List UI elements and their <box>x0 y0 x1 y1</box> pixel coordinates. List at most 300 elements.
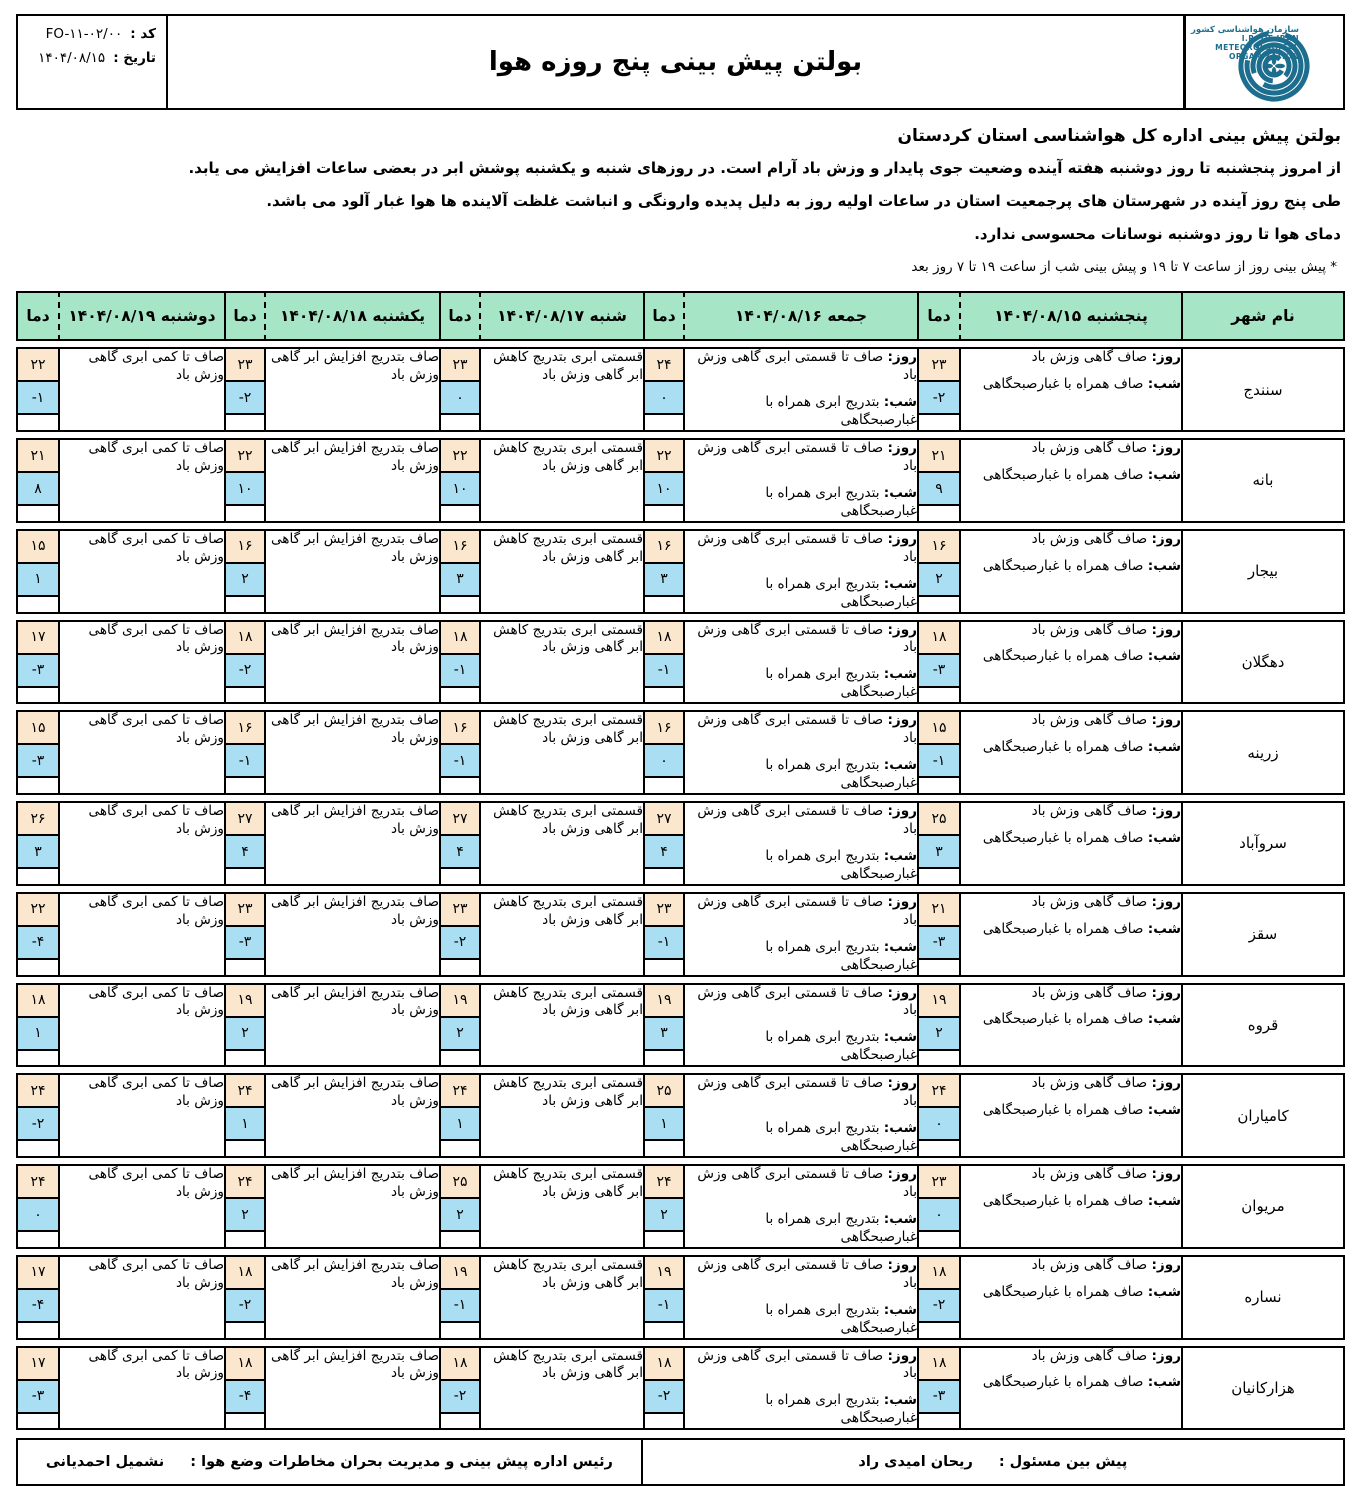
temp-cell <box>439 892 479 977</box>
day-label: روز: <box>887 712 917 729</box>
city-name: هزارکانیان <box>1181 1346 1345 1431</box>
day-temp: ۱۷ <box>18 622 58 655</box>
temp-cell <box>439 1164 479 1249</box>
temp-cell <box>643 620 683 705</box>
table-row <box>16 1164 1345 1249</box>
temp-cell <box>917 1073 959 1158</box>
forecast-text: صاف تا کمی ابری گاهی وزش باد <box>58 438 224 523</box>
temp-header-cell: دما <box>439 291 479 341</box>
intro-heading: بولتن پیش بینی اداره کل هواشناسی استان کردستان <box>897 126 1341 146</box>
temp-cell <box>439 801 479 886</box>
night-temp: -۳ <box>919 655 959 688</box>
org-name-en-2: METEOROLOGICAL <box>1215 42 1299 52</box>
table-row <box>16 529 1345 614</box>
day-header-sunday: یکشنبه ۱۴۰۴/۰۸/۱۸ <box>264 291 439 341</box>
night-temp: -۲ <box>226 1290 264 1323</box>
table-row <box>16 438 1345 523</box>
forecast-night-text: شب: صاف همراه با غبارصبحگاهی <box>982 1102 1181 1119</box>
city-name: دهگلان <box>1181 620 1345 705</box>
night-temp: ۰ <box>645 745 683 778</box>
temp-cell <box>224 1346 264 1431</box>
forecast-text <box>959 710 1181 795</box>
day-temp: ۱۶ <box>919 531 959 564</box>
date-value: ۱۴۰۴/۰۸/۱۵ <box>38 50 106 66</box>
day-temp: ۲۳ <box>226 349 264 382</box>
date-label: تاریخ : <box>113 50 156 66</box>
night-label: شب: <box>1147 1192 1181 1209</box>
day-temp: ۱۶ <box>441 712 479 745</box>
forecast-day-text: روز: صاف گاهی وزش باد <box>1031 1256 1181 1273</box>
temp-cell <box>16 620 58 705</box>
forecast-text: صاف بتدریج افزایش ابر گاهی وزش باد <box>264 347 439 432</box>
night-temp: ۰ <box>441 382 479 415</box>
night-temp: -۱ <box>919 745 959 778</box>
city-name: سنندج <box>1181 347 1345 432</box>
city-name: قروه <box>1181 983 1345 1068</box>
night-temp: ۲ <box>919 1018 959 1051</box>
night-temp: -۳ <box>919 927 959 960</box>
forecast-text: صاف تا کمی ابری گاهی وزش باد <box>58 529 224 614</box>
temp-cell <box>16 892 58 977</box>
temp-cell <box>439 620 479 705</box>
forecast-text: صاف بتدریج افزایش ابر گاهی وزش باد <box>264 438 439 523</box>
signature-footer <box>16 1438 1345 1486</box>
org-logo-box <box>1183 16 1343 108</box>
day-label: روز: <box>1151 1347 1181 1364</box>
day-label: روز: <box>1151 1166 1181 1182</box>
temp-cell <box>643 983 683 1068</box>
day-temp: ۱۸ <box>226 622 264 655</box>
forecast-day-text: روز: صاف گاهی وزش باد <box>1031 803 1181 819</box>
day-temp: ۲۴ <box>645 349 683 382</box>
forecast-night-text: شب: صاف همراه با غبارصبحگاهی <box>982 1192 1181 1209</box>
forecast-night-text: شب: بتدریج ابری همراه با غبارصبحگاهی <box>765 575 917 610</box>
table-row <box>16 347 1345 432</box>
day-label: روز: <box>1151 530 1181 547</box>
night-temp: ۱۰ <box>441 473 479 506</box>
day-label: روز: <box>1151 893 1181 910</box>
night-temp: -۳ <box>18 1381 58 1414</box>
night-temp: ۲ <box>441 1199 479 1232</box>
table-row <box>16 620 1345 705</box>
forecast-day-text: روز: صاف تا قسمتی ابری گاهی وزش باد <box>697 1166 917 1200</box>
intro-line-1: از امروز پنجشنبه تا روز دوشنبه هفته آینده وضعیت جوی پایدار و وزش باد آرام است. در روزهای شنبه و یکشنبه پوشش ابر در بعضی ساعات افزایش می یابد. <box>188 159 1341 177</box>
day-temp: ۲۲ <box>18 894 58 927</box>
forecast-text: صاف بتدریج افزایش ابر گاهی وزش باد <box>264 1073 439 1158</box>
night-temp: -۳ <box>226 927 264 960</box>
night-temp: ۲ <box>226 564 264 597</box>
day-temp: ۱۸ <box>441 1348 479 1381</box>
day-temp: ۱۸ <box>919 1348 959 1381</box>
night-label: شب: <box>1147 1102 1181 1119</box>
forecast-text: قسمتی ابری بتدریج کاهش ابر گاهی وزش باد <box>479 620 643 705</box>
temp-cell <box>224 983 264 1068</box>
forecast-text <box>683 438 917 523</box>
night-temp: ۲ <box>645 1199 683 1232</box>
night-temp: ۳ <box>441 564 479 597</box>
day-temp: ۱۷ <box>18 1257 58 1290</box>
temp-cell <box>16 1346 58 1431</box>
forecast-text: صاف بتدریج افزایش ابر گاهی وزش باد <box>264 620 439 705</box>
night-temp: ۰ <box>919 1108 959 1141</box>
temp-cell <box>439 438 479 523</box>
forecast-day-text: روز: صاف گاهی وزش باد <box>1031 1166 1181 1182</box>
forecast-text: صاف تا کمی ابری گاهی وزش باد <box>58 892 224 977</box>
night-label: شب: <box>1147 376 1181 393</box>
forecast-text <box>959 983 1181 1068</box>
day-temp: ۱۸ <box>441 622 479 655</box>
day-header-friday: جمعه ۱۴۰۴/۰۸/۱۶ <box>683 291 917 341</box>
day-label: روز: <box>887 893 917 910</box>
night-temp: -۱ <box>441 1290 479 1323</box>
forecast-night-text: شب: صاف همراه با غبارصبحگاهی <box>982 466 1181 483</box>
forecast-day-text: روز: صاف تا قسمتی ابری گاهی وزش باد <box>697 712 917 747</box>
forecast-text <box>959 438 1181 523</box>
forecast-text <box>959 1073 1181 1158</box>
night-label: شب: <box>1147 557 1181 574</box>
city-header-cell: نام شهر <box>1181 291 1345 341</box>
temp-header-cell: دما <box>917 291 959 341</box>
page-title: بولتن پیش بینی پنج روزه هوا <box>488 47 863 77</box>
night-temp: -۲ <box>919 1290 959 1323</box>
temp-cell <box>16 801 58 886</box>
forecast-text <box>959 620 1181 705</box>
forecast-night-text: شب: بتدریج ابری همراه با غبارصبحگاهی <box>765 1029 917 1064</box>
day-temp: ۲۱ <box>919 440 959 473</box>
org-name-fa: سازمان هواشناسی کشور <box>1190 25 1299 35</box>
forecast-text <box>959 529 1181 614</box>
day-temp: ۲۳ <box>226 894 264 927</box>
day-temp: ۱۸ <box>18 985 58 1018</box>
night-temp: ۳ <box>645 1018 683 1051</box>
forecast-text <box>959 1164 1181 1249</box>
day-temp: ۲۲ <box>226 440 264 473</box>
day-temp: ۲۵ <box>645 1075 683 1108</box>
night-label: شب: <box>883 1029 917 1046</box>
forecast-day-text: روز: صاف تا قسمتی ابری گاهی وزش باد <box>697 349 917 384</box>
forecast-table <box>16 285 1345 1436</box>
table-row <box>16 1346 1345 1431</box>
temp-cell <box>917 1255 959 1340</box>
forecast-text: صاف بتدریج افزایش ابر گاهی وزش باد <box>264 983 439 1068</box>
temp-cell <box>439 1255 479 1340</box>
night-label: شب: <box>883 757 917 774</box>
day-temp: ۲۱ <box>919 894 959 927</box>
forecast-text: صاف بتدریج افزایش ابر گاهی وزش باد <box>264 1164 439 1249</box>
day-temp: ۱۵ <box>18 712 58 745</box>
forecast-text <box>683 1346 917 1431</box>
temp-cell <box>643 1073 683 1158</box>
night-temp: ۲ <box>226 1018 264 1051</box>
temp-cell <box>224 529 264 614</box>
day-label: روز: <box>1151 349 1181 366</box>
night-temp: -۲ <box>226 382 264 415</box>
temp-cell <box>224 1255 264 1340</box>
night-label: شب: <box>883 575 917 592</box>
forecast-text <box>683 801 917 886</box>
temp-cell <box>439 1346 479 1431</box>
chief-name: نشمیل احمدیانی <box>45 1454 165 1471</box>
chief-label: رئیس اداره پیش بینی و مدیریت بحران مخاطرات وضع هوا : <box>190 1454 613 1471</box>
day-header-saturday: شنبه ۱۴۰۴/۰۸/۱۷ <box>479 291 643 341</box>
day-temp: ۲۷ <box>226 803 264 836</box>
night-label: شب: <box>1147 466 1181 483</box>
forecast-note: * پیش بینی روز از ساعت ۷ تا ۱۹ و پیش بینی شب از ساعت ۱۹ تا ۷ روز بعد <box>911 259 1337 276</box>
forecast-text: صاف بتدریج افزایش ابر گاهی وزش باد <box>264 710 439 795</box>
day-temp: ۱۸ <box>919 1257 959 1290</box>
document-header <box>16 14 1345 110</box>
temp-cell <box>224 438 264 523</box>
city-name: بانه <box>1181 438 1345 523</box>
forecast-text <box>683 1164 917 1249</box>
temp-header-cell: دما <box>224 291 264 341</box>
forecast-night-text: شب: صاف همراه با غبارصبحگاهی <box>982 648 1181 665</box>
temp-cell <box>643 710 683 795</box>
night-temp: ۱ <box>18 564 58 597</box>
night-temp: ۰ <box>645 382 683 415</box>
night-temp: -۴ <box>18 927 58 960</box>
temp-cell <box>917 983 959 1068</box>
day-temp: ۲۴ <box>919 1075 959 1108</box>
day-temp: ۲۳ <box>919 349 959 382</box>
forecast-text <box>959 1346 1181 1431</box>
forecast-text: صاف تا کمی ابری گاهی وزش باد <box>58 801 224 886</box>
temp-header-cell: دما <box>16 291 58 341</box>
forecast-night-text: شب: بتدریج ابری همراه با غبارصبحگاهی <box>765 757 917 792</box>
night-temp: ۰ <box>18 1199 58 1232</box>
day-temp: ۱۸ <box>919 622 959 655</box>
forecast-text <box>683 892 917 977</box>
temp-cell <box>439 710 479 795</box>
temp-header-cell: دما <box>643 291 683 341</box>
forecast-night-text: شب: صاف همراه با غبارصبحگاهی <box>982 739 1181 756</box>
day-label: روز: <box>1151 803 1181 819</box>
night-temp: ۴ <box>226 836 264 869</box>
forecast-text: قسمتی ابری بتدریج کاهش ابر گاهی وزش باد <box>479 1164 643 1249</box>
night-temp: ۸ <box>18 473 58 506</box>
temp-cell <box>16 1255 58 1340</box>
night-temp: ۴ <box>645 836 683 869</box>
forecast-text: قسمتی ابری بتدریج کاهش ابر گاهی وزش باد <box>479 1255 643 1340</box>
forecast-text <box>959 1255 1181 1340</box>
day-temp: ۱۵ <box>919 712 959 745</box>
night-temp: ۱ <box>226 1108 264 1141</box>
forecast-night-text: شب: صاف همراه با غبارصبحگاهی <box>982 376 1181 393</box>
temp-cell <box>643 529 683 614</box>
temp-cell <box>917 347 959 432</box>
day-label: روز: <box>887 1166 917 1182</box>
day-temp: ۲۴ <box>226 1166 264 1199</box>
night-temp: -۱ <box>645 927 683 960</box>
day-label: روز: <box>1151 1256 1181 1273</box>
temp-cell <box>16 347 58 432</box>
day-temp: ۲۶ <box>18 803 58 836</box>
day-temp: ۲۳ <box>441 894 479 927</box>
day-label: روز: <box>887 440 917 456</box>
forecast-text <box>683 529 917 614</box>
forecast-day-text: روز: صاف تا قسمتی ابری گاهی وزش باد <box>697 440 917 474</box>
day-temp: ۲۱ <box>18 440 58 473</box>
table-row <box>16 1073 1345 1158</box>
forecast-text: قسمتی ابری بتدریج کاهش ابر گاهی وزش باد <box>479 892 643 977</box>
forecast-text <box>683 983 917 1068</box>
forecast-text: قسمتی ابری بتدریج کاهش ابر گاهی وزش باد <box>479 983 643 1068</box>
forecast-day-text: روز: صاف گاهی وزش باد <box>1031 984 1181 1001</box>
night-temp: ۴ <box>441 836 479 869</box>
forecast-text: صاف تا کمی ابری گاهی وزش باد <box>58 1346 224 1431</box>
forecast-night-text: شب: بتدریج ابری همراه با غبارصبحگاهی <box>765 484 917 519</box>
temp-cell <box>224 801 264 886</box>
day-temp: ۲۲ <box>18 349 58 382</box>
day-label: روز: <box>887 803 917 819</box>
forecast-text: صاف بتدریج افزایش ابر گاهی وزش باد <box>264 892 439 977</box>
temp-cell <box>16 1073 58 1158</box>
temp-cell <box>917 529 959 614</box>
night-label: شب: <box>1147 920 1181 937</box>
forecast-text: قسمتی ابری بتدریج کاهش ابر گاهی وزش باد <box>479 1073 643 1158</box>
day-temp: ۱۷ <box>18 1348 58 1381</box>
day-label: روز: <box>887 621 917 638</box>
night-temp: -۱ <box>645 1290 683 1323</box>
forecast-text: قسمتی ابری بتدریج کاهش ابر گاهی وزش باد <box>479 529 643 614</box>
night-temp: ۳ <box>645 564 683 597</box>
city-name: مریوان <box>1181 1164 1345 1249</box>
day-temp: ۱۶ <box>226 531 264 564</box>
forecaster-label: پیش بین مسئول : <box>998 1454 1128 1471</box>
temp-cell <box>439 529 479 614</box>
night-temp: -۲ <box>441 927 479 960</box>
temp-cell <box>224 347 264 432</box>
day-temp: ۱۶ <box>226 712 264 745</box>
temp-cell <box>439 347 479 432</box>
night-temp: -۱ <box>441 745 479 778</box>
night-label: شب: <box>1147 1283 1181 1300</box>
forecast-day-text: روز: صاف تا قسمتی ابری گاهی وزش باد <box>697 530 917 565</box>
forecaster-cell <box>641 1440 1343 1484</box>
forecast-text: قسمتی ابری بتدریج کاهش ابر گاهی وزش باد <box>479 1346 643 1431</box>
forecast-night-text: شب: بتدریج ابری همراه با غبارصبحگاهی <box>765 666 917 701</box>
forecast-text: صاف تا کمی ابری گاهی وزش باد <box>58 347 224 432</box>
day-temp: ۲۳ <box>441 349 479 382</box>
day-header-monday: دوشنبه ۱۴۰۴/۰۸/۱۹ <box>58 291 224 341</box>
city-name: کامیاران <box>1181 1073 1345 1158</box>
temp-cell <box>917 710 959 795</box>
forecast-day-text: روز: صاف گاهی وزش باد <box>1031 1075 1181 1092</box>
temp-cell <box>643 1346 683 1431</box>
temp-cell <box>439 983 479 1068</box>
temp-cell <box>917 1164 959 1249</box>
forecast-text: صاف بتدریج افزایش ابر گاهی وزش باد <box>264 1346 439 1431</box>
forecast-text <box>683 347 917 432</box>
day-temp: ۲۳ <box>919 1166 959 1199</box>
day-temp: ۲۴ <box>18 1075 58 1108</box>
temp-cell <box>917 620 959 705</box>
forecast-text: صاف تا کمی ابری گاهی وزش باد <box>58 1255 224 1340</box>
table-row <box>16 892 1345 977</box>
day-temp: ۲۵ <box>441 1166 479 1199</box>
night-temp: ۲ <box>919 564 959 597</box>
day-temp: ۱۸ <box>226 1348 264 1381</box>
day-label: روز: <box>1151 984 1181 1001</box>
city-name: نساره <box>1181 1255 1345 1340</box>
forecast-text: قسمتی ابری بتدریج کاهش ابر گاهی وزش باد <box>479 438 643 523</box>
day-temp: ۱۶ <box>645 712 683 745</box>
forecast-day-text: روز: صاف تا قسمتی ابری گاهی وزش باد <box>697 984 917 1019</box>
forecast-night-text: شب: صاف همراه با غبارصبحگاهی <box>982 557 1181 574</box>
day-temp: ۲۴ <box>441 1075 479 1108</box>
forecast-rows <box>16 347 1345 1430</box>
city-name: زرینه <box>1181 710 1345 795</box>
night-label: شب: <box>1147 739 1181 756</box>
night-temp: ۲ <box>226 1199 264 1232</box>
day-temp: ۱۹ <box>645 985 683 1018</box>
chief-cell <box>18 1440 641 1484</box>
forecast-text: صاف تا کمی ابری گاهی وزش باد <box>58 620 224 705</box>
temp-cell <box>16 1164 58 1249</box>
forecast-text: قسمتی ابری بتدریج کاهش ابر گاهی وزش باد <box>479 710 643 795</box>
temp-cell <box>643 438 683 523</box>
day-temp: ۱۶ <box>645 531 683 564</box>
forecast-night-text: شب: بتدریج ابری همراه با غبارصبحگاهی <box>765 1120 917 1155</box>
night-label: شب: <box>883 1301 917 1318</box>
night-temp: -۳ <box>18 655 58 688</box>
temp-cell <box>224 1164 264 1249</box>
forecast-text: صاف تا کمی ابری گاهی وزش باد <box>58 710 224 795</box>
forecast-text: صاف تا کمی ابری گاهی وزش باد <box>58 1164 224 1249</box>
org-name-en-3: ORGANIZATION <box>1228 51 1299 61</box>
forecast-night-text: شب: بتدریج ابری همراه با غبارصبحگاهی <box>765 847 917 882</box>
night-label: شب: <box>1147 829 1181 846</box>
temp-cell <box>224 620 264 705</box>
day-label: روز: <box>887 1256 917 1273</box>
forecast-night-text: شب: بتدریج ابری همراه با غبارصبحگاهی <box>765 1210 917 1245</box>
day-header-thursday: پنجشنبه ۱۴۰۴/۰۸/۱۵ <box>959 291 1181 341</box>
table-row <box>16 1255 1345 1340</box>
forecaster-name: ریحان امیدی راد <box>858 1454 973 1471</box>
temp-cell <box>224 892 264 977</box>
day-temp: ۲۴ <box>18 1166 58 1199</box>
forecast-night-text: شب: صاف همراه با غبارصبحگاهی <box>982 829 1181 846</box>
forecast-day-text: روز: صاف گاهی وزش باد <box>1031 712 1181 729</box>
code-label: کد : <box>130 26 156 42</box>
forecast-text <box>683 1073 917 1158</box>
temp-cell <box>917 1346 959 1431</box>
forecast-day-text: روز: صاف گاهی وزش باد <box>1031 1347 1181 1364</box>
temp-cell <box>917 438 959 523</box>
day-label: روز: <box>887 349 917 366</box>
forecast-text <box>683 620 917 705</box>
forecast-day-text: روز: صاف تا قسمتی ابری گاهی وزش باد <box>697 1347 917 1382</box>
day-label: روز: <box>1151 440 1181 456</box>
night-temp: -۲ <box>645 1381 683 1414</box>
night-temp: ۹ <box>919 473 959 506</box>
day-temp: ۲۴ <box>226 1075 264 1108</box>
temp-cell <box>643 1164 683 1249</box>
temp-cell <box>439 1073 479 1158</box>
day-temp: ۲۴ <box>645 1166 683 1199</box>
night-temp: ۰ <box>919 1199 959 1232</box>
day-temp: ۱۵ <box>18 531 58 564</box>
night-label: شب: <box>883 1120 917 1137</box>
night-label: شب: <box>883 847 917 864</box>
night-temp: ۱ <box>18 1018 58 1051</box>
night-temp: -۴ <box>226 1381 264 1414</box>
intro-line-3: دمای هوا تا روز دوشنبه نوسانات محسوسی ندارد. <box>974 224 1341 243</box>
temp-cell <box>643 347 683 432</box>
table-row <box>16 983 1345 1068</box>
temp-cell <box>917 892 959 977</box>
night-temp: -۲ <box>919 382 959 415</box>
